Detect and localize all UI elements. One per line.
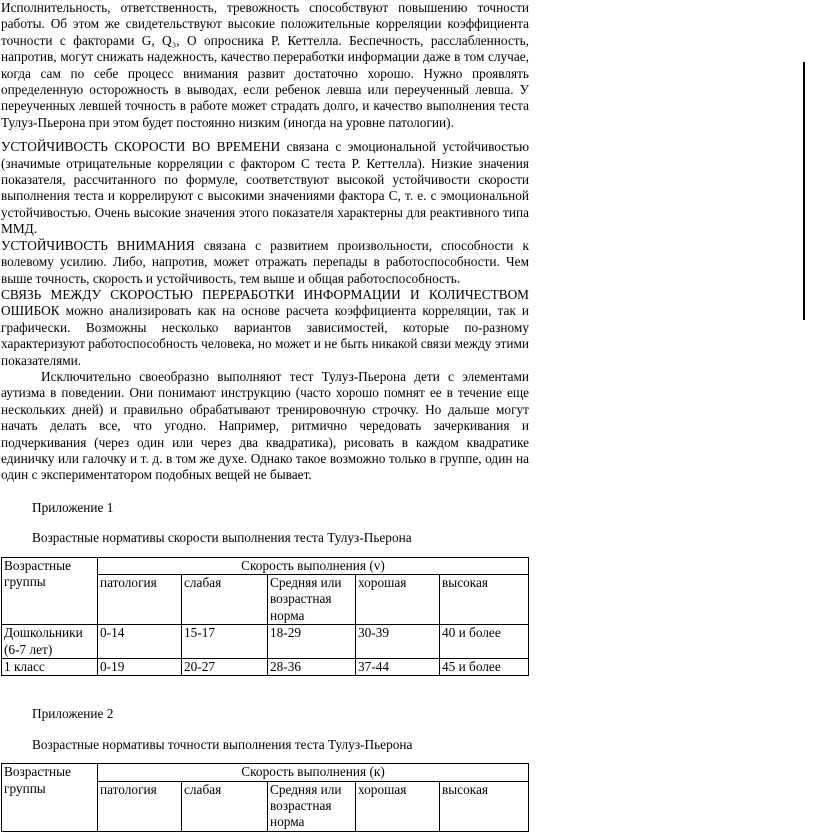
table-cell: 0-19 <box>98 659 182 676</box>
paragraph-autism: Исключительно своеобразно выполняют тест Тулуз-Пьерона дети с элементами аутизма в поведении. Они понимают инструкцию (часто хорошо помнят ее в течение еще нескольких дней) и правильно обрабатывают тренировочную строчку. Но дальше могут начать делать все, что угодно. Например, ритмично чередовать зачеркивания и подчеркивания (через один или через два квадратика), рисовать в каждом квадратике единичку или галочку и т. д. в том же духе. Однако такое возможно только в группе, один на один с экспериментатором подобных вещей не бывает. <box>1 368 529 483</box>
appendix2-heading: Приложение 2 <box>32 706 114 722</box>
table-cell: 20-27 <box>182 659 268 676</box>
table-col-header: хорошая <box>356 575 440 625</box>
table-cell-group: 1 класс <box>2 659 98 676</box>
table-header-speed: Скорость выполнения (v) <box>98 557 529 574</box>
table-header-group: Возрастные группы <box>2 764 98 832</box>
table-cell: 45 и более <box>440 659 529 676</box>
table-cell: 37-44 <box>356 659 440 676</box>
appendix2-caption: Возрастные нормативы точности выполнения теста Тулуз-Пьерона <box>32 736 413 752</box>
appendix1-caption: Возрастные нормативы скорости выполнения теста Тулуз-Пьерона <box>32 530 412 546</box>
table-col-header: высокая <box>440 781 529 831</box>
paragraph-accuracy: Исполнительность, ответственность, тревожность способствуют повышению точности работы. Об этом же свидетельствуют высокие положительные корреляции коэффициента точности с факторами G, Q₃, О опросника Р. Кеттелла. Беспечность, расслабленность, напротив, могут снижать надежность, качество переработки информации даже в том случае, когда сам по себе процесс внимания развит достаточно хорошо. Нужно проявлять определенную осторожность в выводах, если ребенок левша или переученный левша. У переученных левшей точность в работе может страдать долго, и качество выполнения теста Тулуз-Пьерона при этом будет постоянно низким (иногда на уровне патологии). <box>1 0 529 130</box>
table-col-header: слабая <box>182 781 268 831</box>
table-col-header: Средняя или возрастная норма <box>268 781 356 831</box>
appendix2-table <box>1 763 529 832</box>
table-col-header: слабая <box>182 575 268 625</box>
table-cell: 15-17 <box>182 625 268 659</box>
appendix1-heading: Приложение 1 <box>32 499 114 515</box>
vertical-rule <box>803 62 805 320</box>
table-cell: 40 и более <box>440 625 529 659</box>
table-header-row <box>2 557 529 574</box>
table-cell-group: Дошкольники (6-7 лет) <box>2 625 98 659</box>
paragraph-speed-stability: УСТОЙЧИВОСТЬ СКОРОСТИ ВО ВРЕМЕНИ связана с эмоциональной устойчивостью (значимые отрицательные корреляции с фактором С теста Р. Кеттелла). Низкие значения показателя, рассчитанного по формуле, соответствуют высокой устойчивости скорости выполнения теста и коррелируют с высокими значениями фактора С, т. е. с эмоциональной устойчивостью. Очень высокие значения этого показателя характерны для реактивного типа ММД. <box>1 139 529 237</box>
paragraph-attention-stability: УСТОЙЧИВОСТЬ ВНИМАНИЯ связана с развитием произвольности, способности к волевому усилию. Либо, напротив, может отражать перепады в работоспособности. Чем выше точность, скорость и устойчивость, тем выше и общая работоспособность. <box>1 237 529 286</box>
table-col-header: патология <box>98 575 182 625</box>
appendix1-table <box>1 557 529 677</box>
table-header-speed: Скорость выполнения (к) <box>98 764 529 781</box>
table-header-group: Возрастные группы <box>2 557 98 625</box>
table-row <box>2 659 529 676</box>
table-cell: 30-39 <box>356 625 440 659</box>
table-col-header: хорошая <box>356 781 440 831</box>
table-cell: 18-29 <box>268 625 356 659</box>
table-row <box>2 625 529 659</box>
document-body <box>1 0 529 832</box>
paragraph-speed-errors: СВЯЗЬ МЕЖДУ СКОРОСТЬЮ ПЕРЕРАБОТКИ ИНФОРМАЦИИ И КОЛИЧЕСТВОМ ОШИБОК можно анализировать как на основе расчета коэффициента корреляции, так и графически. Возможны несколько вариантов зависимостей, которые по-разному характеризуют работоспособность человека, но может и не быть никакой связи между этими показателями. <box>1 286 529 368</box>
table-cell: 28-36 <box>268 659 356 676</box>
table-col-header: патология <box>98 781 182 831</box>
table-col-header: высокая <box>440 575 529 625</box>
table-header-row <box>2 764 529 781</box>
table-cell: 0-14 <box>98 625 182 659</box>
table-col-header: Средняя или возрастная норма <box>268 575 356 625</box>
